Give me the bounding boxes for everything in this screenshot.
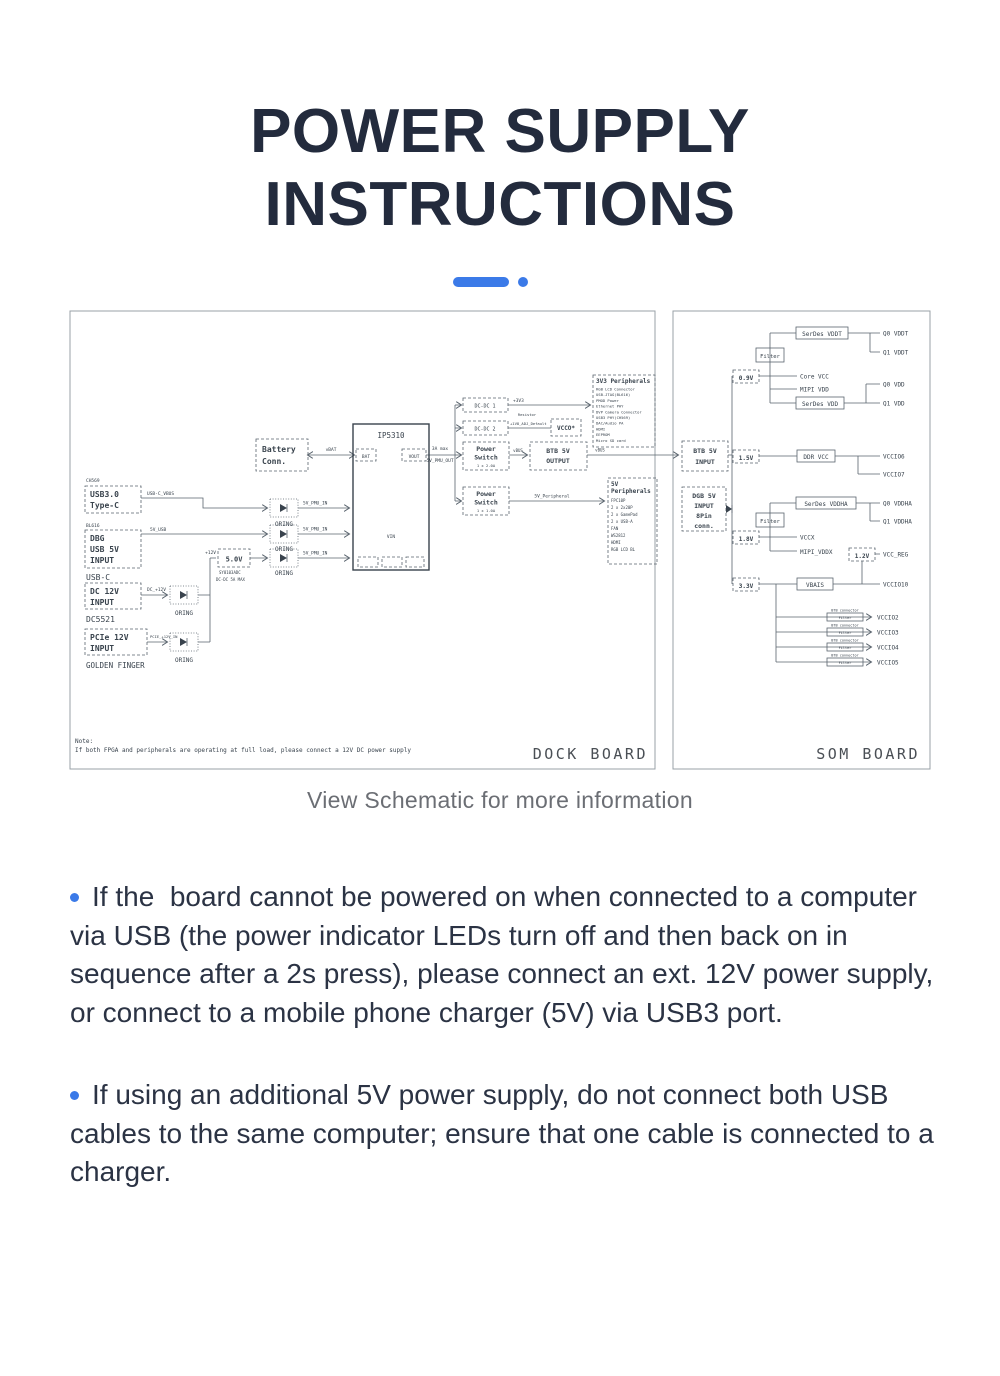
p5-item: FPC10P bbox=[611, 498, 626, 503]
dgb-l3: 8Pin bbox=[696, 512, 712, 520]
psw1-sub: 1 x 2.0A bbox=[476, 463, 496, 468]
q0-vdd: Q0 VDD bbox=[883, 381, 905, 389]
psw1-l1: Power bbox=[476, 445, 496, 453]
btb-out-l2: OUTPUT bbox=[546, 457, 570, 465]
psw2-sub: 1 x 1.0A bbox=[476, 508, 496, 513]
btb-connector-label: BTB connector bbox=[831, 638, 859, 643]
bullet-text: If the board cannot be powered on when connected to a computer via USB (the power indicator LEDs turn off and then back on in sequence after a 2s press), please connect an ext. 12V power supply, or connect to a mobile phone charger (5V) via USB3 port. bbox=[70, 881, 942, 1028]
p5-item: RGB LCD BL bbox=[611, 547, 636, 552]
p3-item: USB3 PHY(CH569) bbox=[596, 415, 631, 420]
core-vcc: Core VCC bbox=[800, 373, 829, 381]
usb3-l1: USB3.0 bbox=[90, 490, 119, 499]
rail-0v9-label: 0.9V bbox=[738, 375, 754, 382]
row-filter-label: Filter bbox=[838, 646, 852, 650]
tag-ch569: CH569 bbox=[86, 479, 100, 484]
svg-text:ORING: ORING bbox=[274, 521, 294, 528]
dc12-l1: DC 12V bbox=[90, 587, 119, 596]
dc12-l2: INPUT bbox=[90, 598, 115, 607]
p3-item: PMOD Power bbox=[596, 397, 619, 403]
net-vbus2: vBUS bbox=[595, 447, 605, 453]
dbg-l1: DBG bbox=[90, 534, 105, 543]
net-pmu-in: 5V_PMU_IN bbox=[303, 527, 328, 533]
btb-connector-label: BTB connector bbox=[831, 608, 859, 613]
rail-1v8-label: 1.8V bbox=[738, 536, 754, 543]
vcc-reg: VCC_REG bbox=[883, 551, 909, 559]
dgb-l1: DGB 5V bbox=[692, 492, 716, 500]
dock-board-panel bbox=[70, 311, 655, 769]
net-3v3: +3V3 bbox=[513, 399, 524, 404]
instruction-bullet-2 bbox=[70, 1076, 948, 1192]
rail-1v5-label: 1.5V bbox=[738, 455, 754, 462]
psw2-l1: Power bbox=[476, 490, 496, 498]
net-pcie12: PCIE_+12V_IN bbox=[150, 634, 178, 639]
serdes-vddha-label: SerDes VDDHA bbox=[804, 501, 848, 508]
ip5310-vout-label: VOUT bbox=[408, 455, 420, 460]
reg5-max: DC-DC 5A MAX bbox=[216, 577, 245, 582]
net-5v-usb: 5V_USB bbox=[150, 528, 167, 533]
bullet-dot bbox=[70, 893, 79, 902]
vccio4: VCCIO4 bbox=[877, 644, 899, 652]
bullet-text: If using an additional 5V power supply, do not connect both USB cables to the same computer; ensure that one cable is connected to a charger. bbox=[70, 1079, 942, 1187]
q1-vdd: Q1 VDD bbox=[883, 400, 905, 408]
dgb-l4: conn. bbox=[694, 522, 714, 530]
title-divider bbox=[0, 277, 990, 287]
net-1v8: +1V8_ADJ_Default bbox=[510, 421, 547, 426]
vccio6: VCCIO6 bbox=[883, 453, 905, 461]
dcdc1-label: DC-DC 1 bbox=[474, 403, 496, 410]
p3-item: Micro SD card bbox=[596, 437, 626, 443]
net-5v-peripheral: 5V_Peripheral bbox=[534, 494, 570, 500]
ip5310-bat-label: BAT bbox=[361, 455, 371, 460]
vccio2: VCCIO2 bbox=[877, 614, 899, 622]
ddr-vcc-label: DDR VCC bbox=[803, 454, 829, 461]
q0-vddha: Q0 VDDHA bbox=[883, 500, 912, 508]
divider-dot bbox=[518, 277, 528, 287]
serdes-vddt-label: SerDes VDDT bbox=[802, 331, 842, 338]
rail-3v3-label: 3.3V bbox=[738, 583, 754, 590]
net-vbus1: vBUS bbox=[513, 448, 523, 453]
p3-title: 3V3 Peripherals bbox=[596, 378, 651, 385]
battery-label2: Conn. bbox=[262, 457, 287, 466]
btb-connector-label: BTB connector bbox=[831, 653, 859, 658]
p5-item: HDMI bbox=[611, 540, 621, 545]
btb-out-l1: BTB 5V bbox=[546, 447, 570, 455]
p3-item: EEPROM bbox=[596, 432, 610, 438]
resistor-label: Resistor bbox=[517, 412, 537, 417]
dbg-l3: INPUT bbox=[90, 556, 115, 565]
q0-vddt: Q0 VDDT bbox=[883, 330, 909, 338]
net-dc12: DC_+12V bbox=[147, 588, 166, 593]
btb-in-l2: INPUT bbox=[695, 458, 715, 466]
bullet-dot bbox=[70, 1091, 79, 1100]
filter-label: Filter bbox=[760, 354, 780, 360]
mipi-vddx: MIPI_VDDX bbox=[800, 549, 833, 556]
usb3-l2: Type-C bbox=[90, 501, 119, 510]
instructions bbox=[70, 878, 948, 1192]
net-12v: +12V bbox=[205, 551, 216, 556]
vccio5: VCCIO5 bbox=[877, 659, 899, 667]
row-filter-label: Filter bbox=[838, 661, 852, 665]
net-pmu-in: 5V_PMU_IN bbox=[303, 551, 328, 557]
p3-item: DAC/Audio PA bbox=[596, 420, 624, 426]
rail-1v2-label: 1.2V bbox=[854, 553, 870, 560]
pcie-l1: PCIe 12V bbox=[90, 633, 129, 642]
p3-item: HDMI bbox=[596, 426, 606, 432]
svg-text:ORING: ORING bbox=[274, 570, 294, 577]
dbg-l2: USB 5V bbox=[90, 545, 119, 554]
p5-title2: Peripherals bbox=[611, 488, 651, 495]
vcco-label: VCCO* bbox=[556, 425, 576, 432]
svg-text:ORING: ORING bbox=[274, 546, 294, 553]
net-vbat: vBAT bbox=[325, 448, 337, 453]
p5-item: WS2812 bbox=[611, 533, 626, 538]
tag-bl616: BL616 bbox=[86, 524, 100, 529]
btb-in-l1: BTB 5V bbox=[693, 447, 717, 455]
page-title-line2: INSTRUCTIONS bbox=[264, 170, 736, 239]
dock-board-label: DOCK BOARD bbox=[532, 745, 648, 763]
battery-label: Battery bbox=[262, 445, 296, 454]
instruction-bullet-1 bbox=[70, 878, 948, 1032]
p5-item: FAN bbox=[611, 526, 619, 531]
p5-item: 2 x USB-A bbox=[611, 519, 633, 524]
psw2-l2: Switch bbox=[474, 498, 498, 507]
filter-label: Filter bbox=[760, 519, 780, 525]
svg-text:ORING: ORING bbox=[174, 610, 194, 617]
page-title-line1: POWER SUPPLY bbox=[250, 97, 750, 166]
row-filter-label: Filter bbox=[838, 631, 852, 635]
dgb-l2: INPUT bbox=[694, 502, 714, 510]
label-3a-max: 3A max bbox=[431, 447, 449, 452]
p3-item: USB-JTAG(BL616) bbox=[596, 392, 631, 398]
net-usbc-vbus: USB-C_VBUS bbox=[147, 492, 175, 497]
net-pmu-out: 5V_PMU_OUT bbox=[426, 459, 454, 464]
divider-bar bbox=[453, 277, 509, 287]
page-title bbox=[0, 95, 1000, 241]
pcie-sub: GOLDEN FINGER bbox=[86, 661, 145, 670]
som-board-label: SOM BOARD bbox=[816, 745, 920, 763]
p3-item: DVP Camera Connector bbox=[596, 409, 642, 415]
dbg-sub: USB-C bbox=[86, 573, 111, 582]
net-pmu-in: 5V_PMU_IN bbox=[303, 501, 328, 507]
p3-item: Ethernet PHY bbox=[596, 403, 624, 409]
ip5310-vin-label: VIN bbox=[386, 535, 396, 540]
svg-text:ORING: ORING bbox=[174, 657, 194, 664]
dock-note-line2: If both FPGA and peripherals are operating at full load, please connect a 12V DC power supply bbox=[75, 747, 411, 754]
dc12-sub: DC5521 bbox=[86, 615, 115, 624]
p5-item: 2 x GamePad bbox=[611, 512, 638, 517]
btb-connector-label: BTB connector bbox=[831, 623, 859, 628]
q1-vddha: Q1 VDDHA bbox=[883, 518, 912, 526]
schematic-caption: View Schematic for more information bbox=[307, 787, 693, 813]
power-schematic bbox=[0, 301, 1000, 771]
serdes-vdd-label: SerDes VDD bbox=[801, 401, 839, 408]
psw1-l2: Switch bbox=[474, 453, 498, 462]
vccx: VCCX bbox=[800, 534, 815, 542]
vccio7: VCCIO7 bbox=[883, 471, 905, 479]
dock-note-line1: Note: bbox=[75, 738, 94, 745]
row-filter-label: Filter bbox=[838, 616, 852, 620]
p5-item: 2 x 2x20P bbox=[611, 505, 633, 510]
reg5-label: 5.0V bbox=[225, 555, 243, 564]
q1-vddt: Q1 VDDT bbox=[883, 349, 909, 357]
reg5-part: SY8103ADC bbox=[219, 570, 241, 575]
pcie-l2: INPUT bbox=[90, 644, 115, 653]
p3-item: RGB LCD Connector bbox=[596, 386, 635, 392]
vccio3: VCCIO3 bbox=[877, 629, 899, 637]
dcdc2-label: DC-DC 2 bbox=[474, 426, 496, 433]
p5-title1: 5V bbox=[611, 481, 619, 488]
mipi-vdd: MIPI VDD bbox=[800, 386, 829, 394]
ip5310-label: IP5310 bbox=[377, 431, 405, 440]
vccio10: VCCIO10 bbox=[883, 581, 909, 589]
vbais-label: VBAIS bbox=[805, 582, 825, 589]
